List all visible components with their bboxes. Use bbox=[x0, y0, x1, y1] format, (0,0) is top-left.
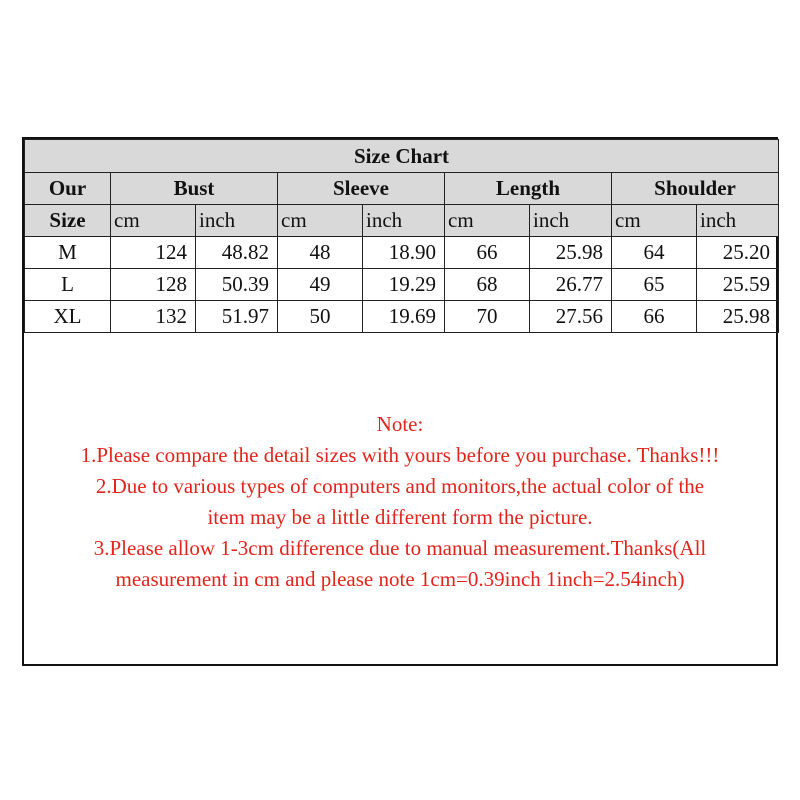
table-cell: 51.97 bbox=[196, 301, 278, 333]
table-cell: 48.82 bbox=[196, 237, 278, 269]
table-cell: 132 bbox=[111, 301, 196, 333]
corner-label-size: Size bbox=[25, 205, 111, 237]
table-cell: 50.39 bbox=[196, 269, 278, 301]
group-header-bust: Bust bbox=[111, 173, 278, 205]
table-cell: 66 bbox=[612, 301, 697, 333]
table-cell: 50 bbox=[278, 301, 363, 333]
table-row bbox=[25, 301, 779, 333]
group-header-length: Length bbox=[445, 173, 612, 205]
note-heading: Note: bbox=[376, 412, 424, 436]
table-cell: 128 bbox=[111, 269, 196, 301]
table-cell: 27.56 bbox=[530, 301, 612, 333]
corner-label-our: Our bbox=[25, 173, 111, 205]
note-line: 1.Please compare the detail sizes with yours before you purchase. Thanks!!! bbox=[80, 443, 720, 467]
table-cell: 25.98 bbox=[530, 237, 612, 269]
table-cell: 19.69 bbox=[363, 301, 445, 333]
unit-header: inch bbox=[196, 205, 278, 237]
table-cell: 18.90 bbox=[363, 237, 445, 269]
note-line: measurement in cm and please note 1cm=0.39inch 1inch=2.54inch) bbox=[115, 567, 685, 591]
table-row bbox=[25, 237, 779, 269]
unit-header: inch bbox=[363, 205, 445, 237]
table-cell: 70 bbox=[445, 301, 530, 333]
size-chart-frame bbox=[22, 137, 778, 666]
table-cell: 64 bbox=[612, 237, 697, 269]
unit-header: inch bbox=[530, 205, 612, 237]
size-chart-table bbox=[24, 139, 779, 333]
table-cell: 26.77 bbox=[530, 269, 612, 301]
unit-header: inch bbox=[697, 205, 779, 237]
unit-header: cm bbox=[111, 205, 196, 237]
size-label: L bbox=[25, 269, 111, 301]
note-block bbox=[24, 409, 776, 595]
table-cell: 124 bbox=[111, 237, 196, 269]
size-label: XL bbox=[25, 301, 111, 333]
table-cell: 19.29 bbox=[363, 269, 445, 301]
table-cell: 68 bbox=[445, 269, 530, 301]
table-cell: 49 bbox=[278, 269, 363, 301]
table-cell: 66 bbox=[445, 237, 530, 269]
table-row bbox=[25, 269, 779, 301]
note-line: item may be a little different form the picture. bbox=[207, 505, 593, 529]
unit-header: cm bbox=[445, 205, 530, 237]
note-line: 3.Please allow 1-3cm difference due to manual measurement.Thanks(All bbox=[93, 536, 707, 560]
group-header-shoulder: Shoulder bbox=[612, 173, 779, 205]
table-cell: 48 bbox=[278, 237, 363, 269]
unit-header: cm bbox=[612, 205, 697, 237]
unit-header: cm bbox=[278, 205, 363, 237]
table-cell: 25.98 bbox=[697, 301, 779, 333]
table-cell: 25.59 bbox=[697, 269, 779, 301]
table-cell: 25.20 bbox=[697, 237, 779, 269]
note-line: 2.Due to various types of computers and monitors,the actual color of the bbox=[95, 474, 705, 498]
size-label: M bbox=[25, 237, 111, 269]
table-title: Size Chart bbox=[25, 140, 779, 173]
table-cell: 65 bbox=[612, 269, 697, 301]
group-header-sleeve: Sleeve bbox=[278, 173, 445, 205]
